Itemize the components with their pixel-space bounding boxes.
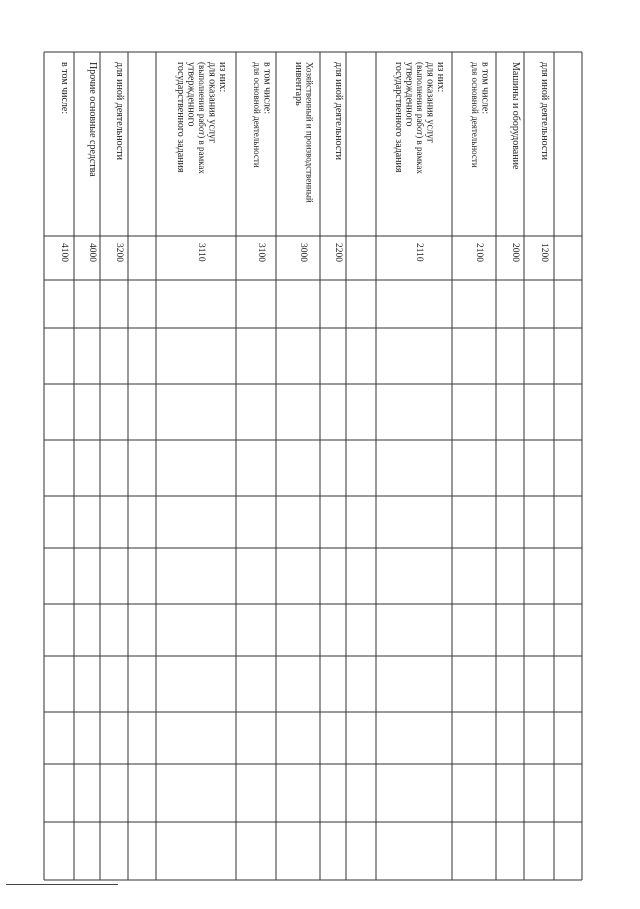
row-label-line: утвержденного	[185, 62, 197, 127]
row-code: 3200	[114, 243, 124, 262]
row-code: 3100	[256, 243, 266, 262]
table-content	[59, 62, 550, 262]
row-label-line: для основной деятельности	[469, 62, 480, 168]
row-label-line: в том числе:	[59, 62, 70, 115]
row-label-line: Хозяйственный и производственный	[304, 62, 315, 203]
row-label-line: Прочие основные средства	[87, 62, 98, 177]
row-code: 4000	[87, 243, 97, 262]
row-code: 1200	[539, 243, 549, 262]
row-label-line: инвентарь	[292, 62, 304, 106]
row-label-line: государственного задания	[393, 62, 404, 173]
row-label-line: для иной деятельности	[333, 62, 344, 160]
row-label-line: для оказания услуг	[424, 62, 436, 144]
row-code: 2100	[474, 243, 484, 262]
row-label-line: для оказания услуг	[206, 62, 218, 144]
row-label-line: государственного задания	[175, 62, 186, 173]
row-label-line: из них:	[435, 62, 446, 93]
row-label-line: (выполнения работ) в рамках	[415, 62, 425, 174]
row-label-line: (выполнения работ) в рамках	[197, 62, 207, 174]
row-label-line: из них:	[217, 62, 228, 93]
row-code: 4100	[59, 243, 69, 262]
row-label-line: для иной деятельности	[114, 62, 125, 160]
row-label-line: для иной деятельности	[539, 62, 550, 160]
row-code: 3000	[298, 243, 308, 262]
row-label-line: в том числе:	[479, 62, 491, 115]
row-label-line: утвержденного	[403, 62, 415, 127]
row-label-line: для основной деятельности	[251, 62, 262, 168]
row-label-line: в том числе:	[261, 62, 273, 115]
row-code: 3110	[196, 243, 206, 262]
footer-rule	[6, 884, 118, 885]
row-code: 2000	[510, 243, 520, 262]
row-label-line: Машины и оборудование	[510, 62, 521, 170]
row-code: 2110	[414, 243, 424, 262]
row-code: 2200	[333, 243, 343, 262]
